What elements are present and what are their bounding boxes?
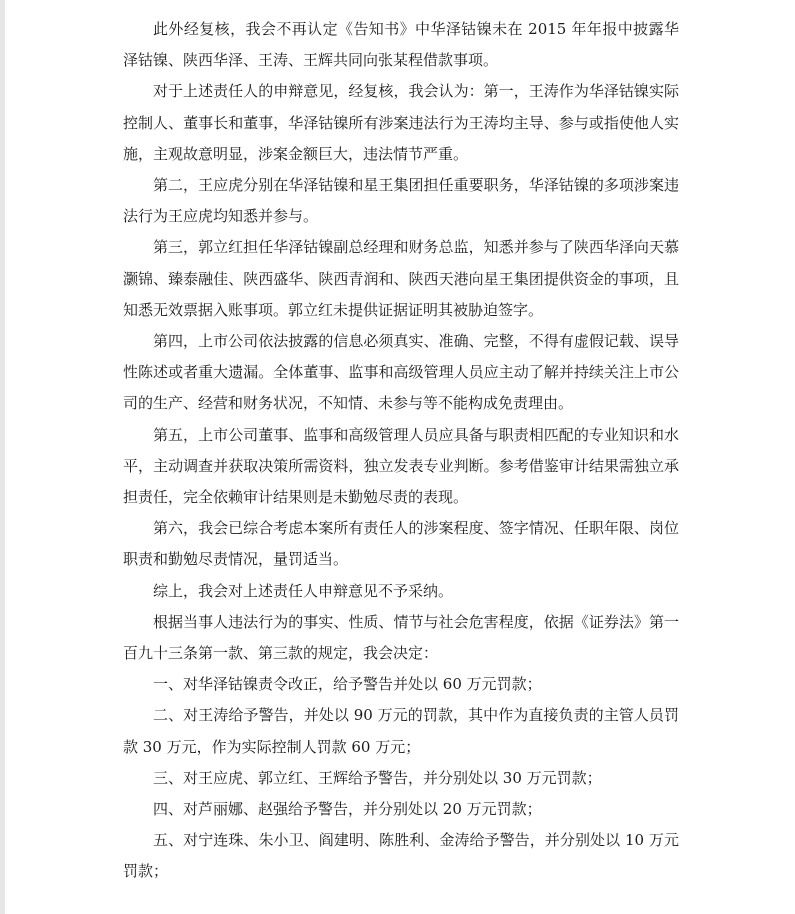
penalty-item-5: 五、对宁连珠、朱小卫、阎建明、陈胜利、金涛给予警告，并分别处以 10 万元罚款；: [123, 831, 679, 881]
paragraph-opinion-sixth: 第六，我会已综合考虑本案所有责任人的涉案程度、签字情况、任职年限、岗位职责和勤勉尽责情况，量罚适当。: [123, 519, 679, 569]
paragraph-conclusion: 综上，我会对上述责任人申辩意见不予采纳。: [153, 581, 454, 600]
paragraph-legal-basis: 根据当事人违法行为的事实、性质、情节与社会危害程度，依据《证券法》第一百九十三条第一款、第三款的规定，我会决定：: [123, 612, 679, 663]
paragraph-opinion-first: 对于上述责任人的申辩意见，经复核，我会认为：第一，王涛作为华泽钴镍实际控制人、董事长和董事，华泽钴镍所有涉案违法行为王涛均主导、参与或指使他人实施，主观故意明显，涉案金额巨大，违法情节严重。: [123, 82, 679, 163]
paragraph-opinion-second: 第二，王应虎分别在华泽钴镍和星王集团担任重要职务，华泽钴镍的多项涉案违法行为王应虎均知悉并参与。: [123, 176, 679, 226]
paragraph-opinion-fourth: 第四，上市公司依法披露的信息必须真实、准确、完整，不得有虚假记载、误导性陈述或者重大遗漏。全体董事、监事和高级管理人员应主动了解并持续关注上市公司的生产、经营和财务状况，不知情、未参与等不能构成免责理由。: [123, 332, 679, 413]
document-page: [123, 14, 679, 888]
penalty-item-4: 四、对芦丽娜、赵强给予警告，并分别处以 20 万元罚款；: [153, 800, 542, 819]
paragraph-opinion-fifth: 第五，上市公司董事、监事和高级管理人员应具备与职责相匹配的专业知识和水平，主动调查并获取决策所需资料，独立发表专业判断。参考借鉴审计结果需独立承担责任，完全依赖审计结果则是未勤勉尽责的表现。: [123, 425, 679, 507]
paragraph-opinion-third: 第三，郭立红担任华泽钴镍副总经理和财务总监，知悉并参与了陕西华泽向天慕灏锦、臻泰融佳、陕西盛华、陕西青润和、陕西天港向星王集团提供资金的事项，且知悉无效票据入账事项。郭立红未提供证据证明其被胁迫签字。: [123, 238, 679, 319]
penalty-item-1: 一、对华泽钴镍责令改正，给予警告并处以 60 万元罚款；: [153, 675, 542, 694]
paragraph-review-note: 此外经复核，我会不再认定《告知书》中华泽钴镍未在 2015 年年报中披露华泽钴镍、陕西华泽、王涛、王辉共同向张某程借款事项。: [123, 20, 679, 70]
page-left-margin-border: [0, 0, 5, 914]
penalty-item-2: 二、对王涛给予警告，并处以 90 万元的罚款，其中作为直接负责的主管人员罚款 30 万元，作为实际控制人罚款 60 万元；: [123, 706, 679, 756]
penalty-item-3: 三、对王应虎、郭立红、王辉给予警告，并分别处以 30 万元罚款；: [153, 768, 602, 787]
